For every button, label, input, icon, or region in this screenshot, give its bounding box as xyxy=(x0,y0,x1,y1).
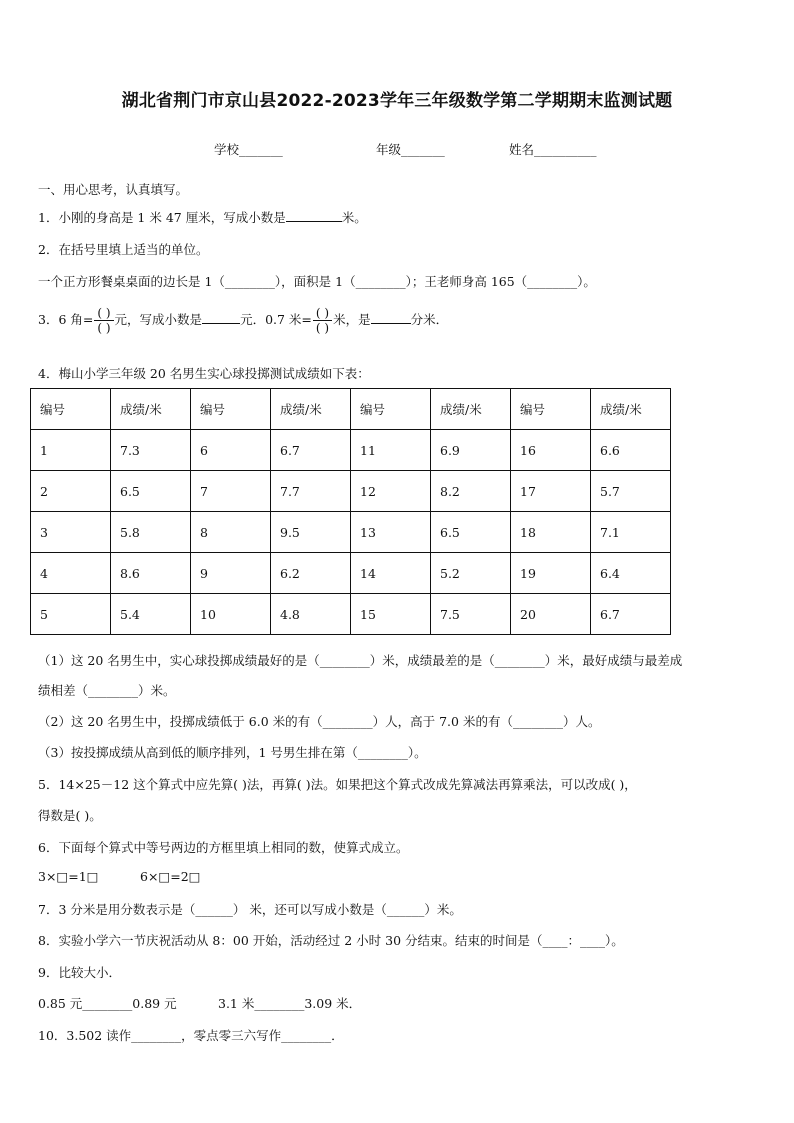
question-9-compare-1: 0.85 元________0.89 元 xyxy=(38,996,177,1011)
question-6-equation-1: 3×□=1□ xyxy=(38,869,99,884)
table-row xyxy=(31,471,671,512)
question-1 xyxy=(38,208,367,226)
table-cell: 5.4 xyxy=(111,594,191,635)
table-cell: 7.5 xyxy=(431,594,511,635)
table-header-cell: 编号 xyxy=(191,389,271,430)
table-header-cell: 编号 xyxy=(351,389,431,430)
table-cell: 7.3 xyxy=(111,430,191,471)
fraction-blank-1: $\frac{( )}{( )}$ xyxy=(94,306,113,335)
table-header-row xyxy=(31,389,671,430)
table-cell: 3 xyxy=(31,512,111,553)
table-cell: 5.7 xyxy=(591,471,671,512)
question-10: 10．3.502 读作________，零点零三六写作________． xyxy=(38,1028,344,1043)
table-cell: 6.7 xyxy=(591,594,671,635)
fraction-blank-2: $\frac{( )}{( )}$ xyxy=(313,306,332,335)
table-cell: 6.2 xyxy=(271,553,351,594)
table-header-cell: 成绩/米 xyxy=(111,389,191,430)
table-cell: 5.2 xyxy=(431,553,511,594)
table-cell: 17 xyxy=(511,471,591,512)
question-7: 7．3 分米是用分数表示是（______） 米，还可以写成小数是（______）米。 xyxy=(38,902,462,917)
question-6-title: 6．下面每个算式中等号两边的方框里填上相同的数，使算式成立。 xyxy=(38,840,409,855)
question-6-equation-2: 6×□=2□ xyxy=(140,869,201,884)
table-header-cell: 成绩/米 xyxy=(591,389,671,430)
table-cell: 11 xyxy=(351,430,431,471)
score-table xyxy=(30,388,671,635)
table-row xyxy=(31,553,671,594)
grade-field: 年级_______ xyxy=(376,142,445,157)
question-5: 5．14×25－12 这个算式中应先算( )法，再算( )法。如果把这个算式改成先算减法再算乘法，可以改成( )， xyxy=(38,777,637,792)
table-header-cell: 成绩/米 xyxy=(271,389,351,430)
table-cell: 13 xyxy=(351,512,431,553)
table-cell: 18 xyxy=(511,512,591,553)
table-cell: 6.5 xyxy=(111,471,191,512)
table-cell: 2 xyxy=(31,471,111,512)
question-4-sub-2: （2）这 20 名男生中，投掷成绩低于 6.0 米的有（________）人，高于 7.0 米的有（________）人。 xyxy=(38,714,601,729)
question-1-unit: 米。 xyxy=(341,210,367,225)
page-title: 湖北省荆门市京山县2022-2023学年三年级数学第二学期期末监测试题 xyxy=(121,91,673,111)
section-heading: 一、用心思考，认真填写。 xyxy=(38,182,189,197)
question-1-text: 1．小刚的身高是 1 米 47 厘米，写成小数是 xyxy=(38,210,286,225)
table-cell: 10 xyxy=(191,594,271,635)
table-cell: 14 xyxy=(351,553,431,594)
table-header-cell: 编号 xyxy=(31,389,111,430)
school-field: 学校_______ xyxy=(214,142,283,157)
table-cell: 6.7 xyxy=(271,430,351,471)
table-cell: 6.9 xyxy=(431,430,511,471)
table-cell: 9 xyxy=(191,553,271,594)
name-field: 姓名__________ xyxy=(509,142,597,157)
question-4-sub-1-cont: 绩相差（________）米。 xyxy=(38,683,176,698)
question-3-part-e: 分米． xyxy=(410,312,449,327)
table-row xyxy=(31,594,671,635)
question-5-cont: 得数是( )。 xyxy=(38,808,102,823)
question-4-sub-3: （3）按投掷成绩从高到低的顺序排列，1 号男生排在第（________）。 xyxy=(38,745,427,760)
table-row xyxy=(31,430,671,471)
question-3-part-a: 3．6 角= xyxy=(38,312,94,327)
question-3-part-c: 元．0.7 米= xyxy=(240,312,312,327)
question-9-title: 9．比较大小． xyxy=(38,965,121,980)
answer-blank xyxy=(286,209,342,222)
table-cell: 6.5 xyxy=(431,512,511,553)
table-cell: 8.2 xyxy=(431,471,511,512)
table-cell: 19 xyxy=(511,553,591,594)
question-9-compare-2: 3.1 米________3.09 米． xyxy=(218,996,362,1011)
table-cell: 1 xyxy=(31,430,111,471)
table-cell: 12 xyxy=(351,471,431,512)
table-cell: 7.7 xyxy=(271,471,351,512)
table-cell: 4.8 xyxy=(271,594,351,635)
question-2-body: 一个正方形餐桌桌面的边长是 1（________），面积是 1（________）；王老师身高 165（________）。 xyxy=(38,274,596,289)
table-cell: 4 xyxy=(31,553,111,594)
answer-blank xyxy=(371,311,411,324)
table-cell: 6 xyxy=(191,430,271,471)
question-4-title: 4．梅山小学三年级 20 名男生实心球投掷测试成绩如下表： xyxy=(38,366,370,381)
table-header-cell: 编号 xyxy=(511,389,591,430)
table-cell: 6.6 xyxy=(591,430,671,471)
table-cell: 15 xyxy=(351,594,431,635)
table-cell: 9.5 xyxy=(271,512,351,553)
answer-blank xyxy=(202,311,240,324)
question-3-part-d: 米，是 xyxy=(333,312,371,327)
table-cell: 7.1 xyxy=(591,512,671,553)
table-cell: 8 xyxy=(191,512,271,553)
table-cell: 8.6 xyxy=(111,553,191,594)
table-cell: 5 xyxy=(31,594,111,635)
table-row xyxy=(31,512,671,553)
table-cell: 7 xyxy=(191,471,271,512)
question-3 xyxy=(38,306,448,335)
question-3-part-b: 元，写成小数是 xyxy=(114,312,203,327)
table-cell: 5.8 xyxy=(111,512,191,553)
question-8: 8．实验小学六一节庆祝活动从 8：00 开始，活动经过 2 小时 30 分结束。结束的时间是（____：____）。 xyxy=(38,933,624,948)
question-2-title: 2．在括号里填上适当的单位。 xyxy=(38,242,209,257)
table-header-cell: 成绩/米 xyxy=(431,389,511,430)
table-cell: 6.4 xyxy=(591,553,671,594)
table-cell: 16 xyxy=(511,430,591,471)
question-4-sub-1: （1）这 20 名男生中，实心球投掷成绩最好的是（________）米，成绩最差的是（________）米，最好成绩与最差成 xyxy=(38,653,683,668)
table-cell: 20 xyxy=(511,594,591,635)
